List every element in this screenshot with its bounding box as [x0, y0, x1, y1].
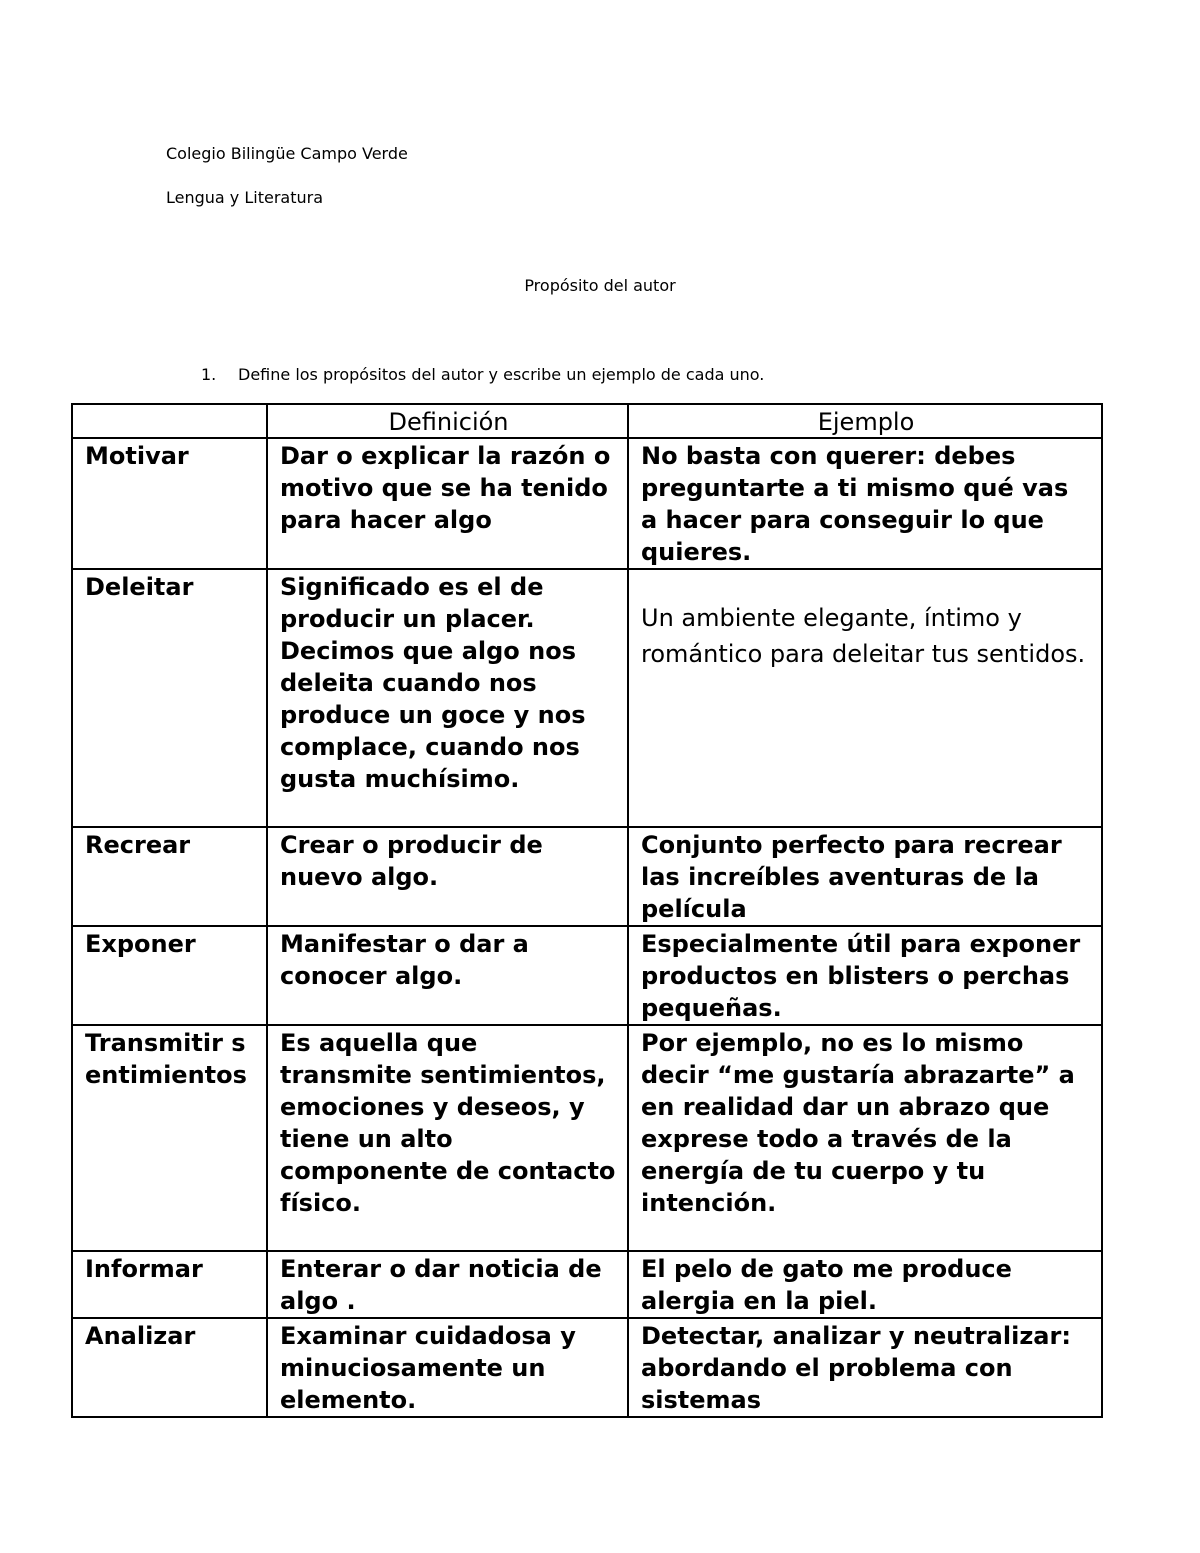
- definition-cell: Examinar cuidadosa y minuciosamente un elemento.: [267, 1318, 628, 1417]
- table-row: [72, 569, 1102, 827]
- purpose-cell: Transmitir sentimientos: [72, 1025, 267, 1251]
- purpose-cell: Deleitar: [72, 569, 267, 827]
- purpose-cell: Recrear: [72, 827, 267, 926]
- purposes-table: [71, 403, 1103, 1418]
- purpose-cell: Exponer: [72, 926, 267, 1025]
- table-header-row: [72, 404, 1102, 438]
- instruction-text: Define los propósitos del autor y escribe un ejemplo de cada uno.: [238, 365, 765, 384]
- definition-cell: Enterar o dar noticia de algo .: [267, 1251, 628, 1318]
- header-cell-example: Ejemplo: [628, 404, 1102, 438]
- page-title: Propósito del autor: [524, 276, 676, 295]
- example-cell: Detectar, analizar y neutralizar: abordando el problema con sistemas: [628, 1318, 1102, 1417]
- purpose-cell: Informar: [72, 1251, 267, 1318]
- example-cell: Un ambiente elegante, íntimo y romántico para deleitar tus sentidos.: [628, 569, 1102, 827]
- table-row: [72, 1318, 1102, 1417]
- example-cell: Por ejemplo, no es lo mismo decir “me gustaría abrazarte” a en realidad dar un abrazo que exprese todo a través de la energía de tu cuerpo y tu intención.: [628, 1025, 1102, 1251]
- header-cell-definition: Definición: [267, 404, 628, 438]
- table-row: [72, 1251, 1102, 1318]
- school-name: Colegio Bilingüe Campo Verde: [166, 144, 408, 163]
- table-row: [72, 1025, 1102, 1251]
- example-cell: Especialmente útil para exponer productos en blisters o perchas pequeñas.: [628, 926, 1102, 1025]
- definition-cell: Es aquella que transmite sentimientos, emociones y deseos, y tiene un alto componente de contacto físico.: [267, 1025, 628, 1251]
- example-cell: El pelo de gato me produce alergia en la piel.: [628, 1251, 1102, 1318]
- instruction: [201, 365, 764, 384]
- purpose-cell: Analizar: [72, 1318, 267, 1417]
- table-row: [72, 926, 1102, 1025]
- instruction-number: 1.: [201, 365, 217, 384]
- table-row: [72, 827, 1102, 926]
- example-cell: Conjunto perfecto para recrear las increíbles aventuras de la película: [628, 827, 1102, 926]
- header-cell-empty: [72, 404, 267, 438]
- definition-cell: Crear o producir de nuevo algo.: [267, 827, 628, 926]
- definition-cell: Manifestar o dar a conocer algo.: [267, 926, 628, 1025]
- table-row: [72, 438, 1102, 569]
- subject-name: Lengua y Literatura: [166, 188, 324, 207]
- example-cell: No basta con querer: debes preguntarte a ti mismo qué vas a hacer para conseguir lo que quieres.: [628, 438, 1102, 569]
- definition-cell: Significado es el de producir un placer. Decimos que algo nos deleita cuando nos produce un goce y nos complace, cuando nos gusta muchísimo.: [267, 569, 628, 827]
- definition-cell: Dar o explicar la razón o motivo que se ha tenido para hacer algo: [267, 438, 628, 569]
- purpose-cell: Motivar: [72, 438, 267, 569]
